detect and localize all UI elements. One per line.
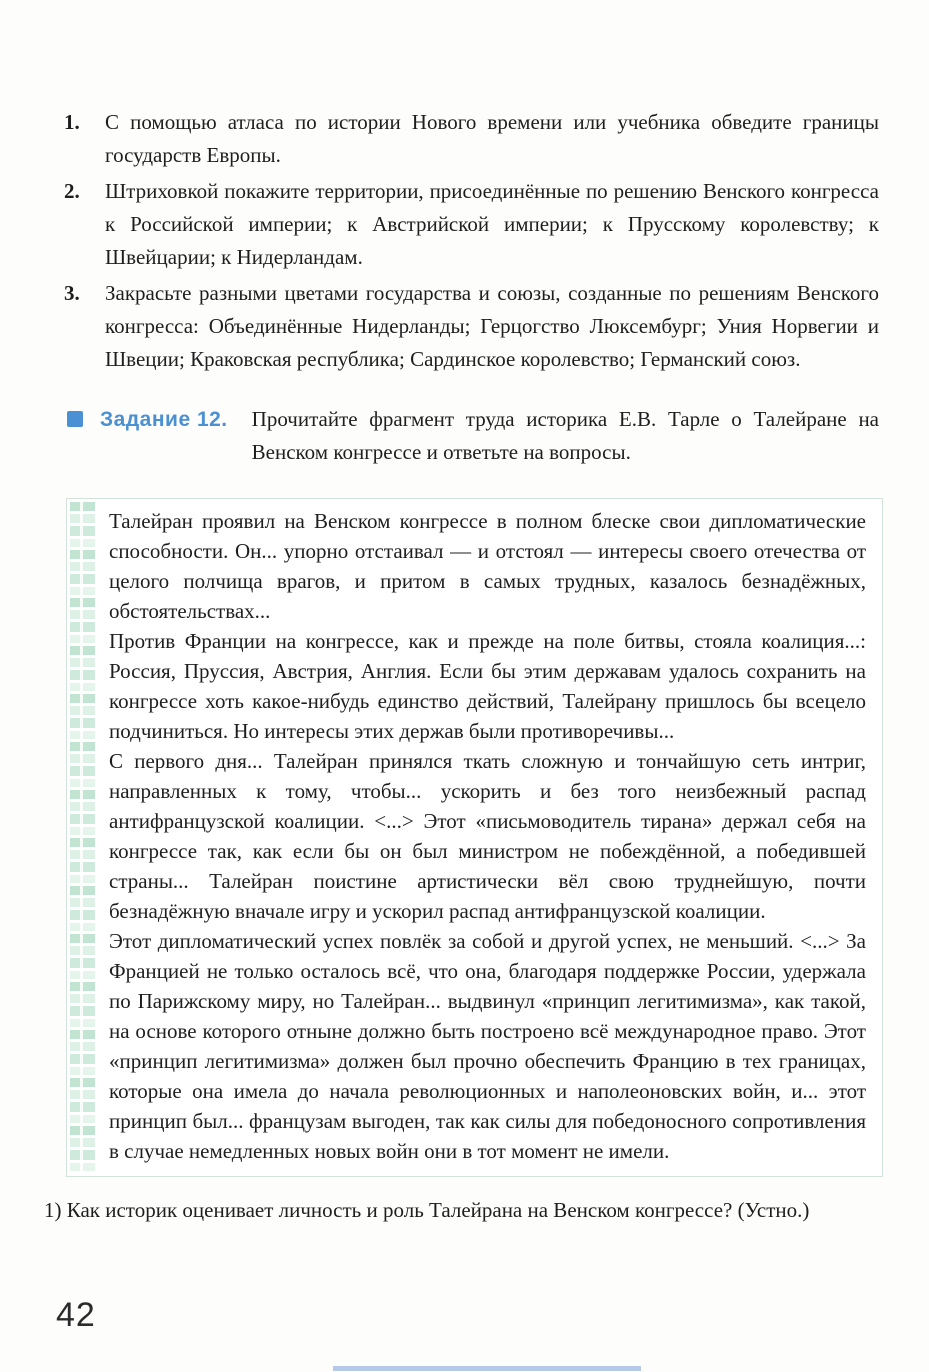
list-item <box>64 106 879 172</box>
square-bullet-icon <box>67 411 83 427</box>
list-item-text: С помощью атласа по истории Нового времени или учебника обведите границы государств Европы. <box>105 110 879 167</box>
assignment-description: Прочитайте фрагмент труда историка Е.В. Тарле о Талейране на Венском конгрессе и ответьте на вопросы. <box>251 407 879 464</box>
list-item-text: Закрасьте разными цветами государства и союзы, созданные по решениям Венского конгресса: Объединённые Нидерланды; Герцогство Люксембург; Уния Норвегии и Швеции; Краковская республика; Сардинское королевство; Германский союз. <box>105 281 879 371</box>
list-item-number: 1. <box>64 110 80 134</box>
quote-paragraph: Против Франции на конгрессе, как и прежде на поле битвы, стояла коалиция...: Россия, Пруссия, Австрия, Англия. Если бы этим державам удалось сохранить на конгрессе хоть какое-нибудь единство действий, Талейрану пришлось бы всецело подчиниться. Но интересы этих держав были противоречивы... <box>109 629 866 743</box>
list-item <box>64 175 879 274</box>
list-item-text: Штриховкой покажите территории, присоединённые по решению Венского конгресса к Российской империи; к Австрийской империи; к Прусскому королевству; к Швейцарии; к Нидерландам. <box>105 179 879 269</box>
quote-paragraph: Талейран проявил на Венском конгрессе в полном блеске свои дипломатические способности. Он... упорно отстаивал — и отстоял — интересы своего отечества от целого полчища врагов, и притом в самых трудных, казалось безнадёжных, обстоятельствах... <box>109 509 866 623</box>
quote-paragraph: С первого дня... Талейран принялся ткать сложную и тончайшую сеть интриг, направленных к тому, чтобы... ускорить и без того неизбежный распад антифранцузской коалиции. <...> Этот «письмоводитель тирана» держал себя на конгрессе так, как если бы он был министром не побеждённой, а победившей страны... Талейран поистине артистически вёл свою труднейшую, почти безнадёжную вначале игру и ускорил распад антифранцузской коалиции. <box>109 749 866 923</box>
decorative-mosaic-border <box>70 502 95 1173</box>
list-item-number: 2. <box>64 179 80 203</box>
page-number: 42 <box>56 1296 96 1334</box>
list-item <box>64 277 879 376</box>
assignment-label: Задание 12. <box>100 408 228 431</box>
bottom-edge-bar <box>333 1366 641 1371</box>
task-list <box>64 106 879 376</box>
list-item-number: 3. <box>64 281 80 305</box>
quote-paragraph: Этот дипломатический успех повлёк за собой и другой успех, не меньший. <...> За Францией не только осталось всё, что она, благодаря поддержке России, удержала по Парижскому миру, но Талейран... выдвинул «принцип легитимизма», как такой, на основе которого отныне должно быть построено всё международное право. Этот «принцип легитимизма» должен был прочно обеспечить Францию в тех границах, которые она имела до начала революционных и наполеоновских войн, и... этот принцип был... французам выгоден, так как силы для победоносного сопротивления в случае немедленных новых войн они в тот момент не имели. <box>109 929 866 1163</box>
question-text: 1) Как историк оценивает личность и роль Талейрана на Венском конгрессе? (Устно.) <box>44 1198 810 1222</box>
assignment-heading <box>64 403 879 469</box>
quote-block <box>66 498 883 1177</box>
